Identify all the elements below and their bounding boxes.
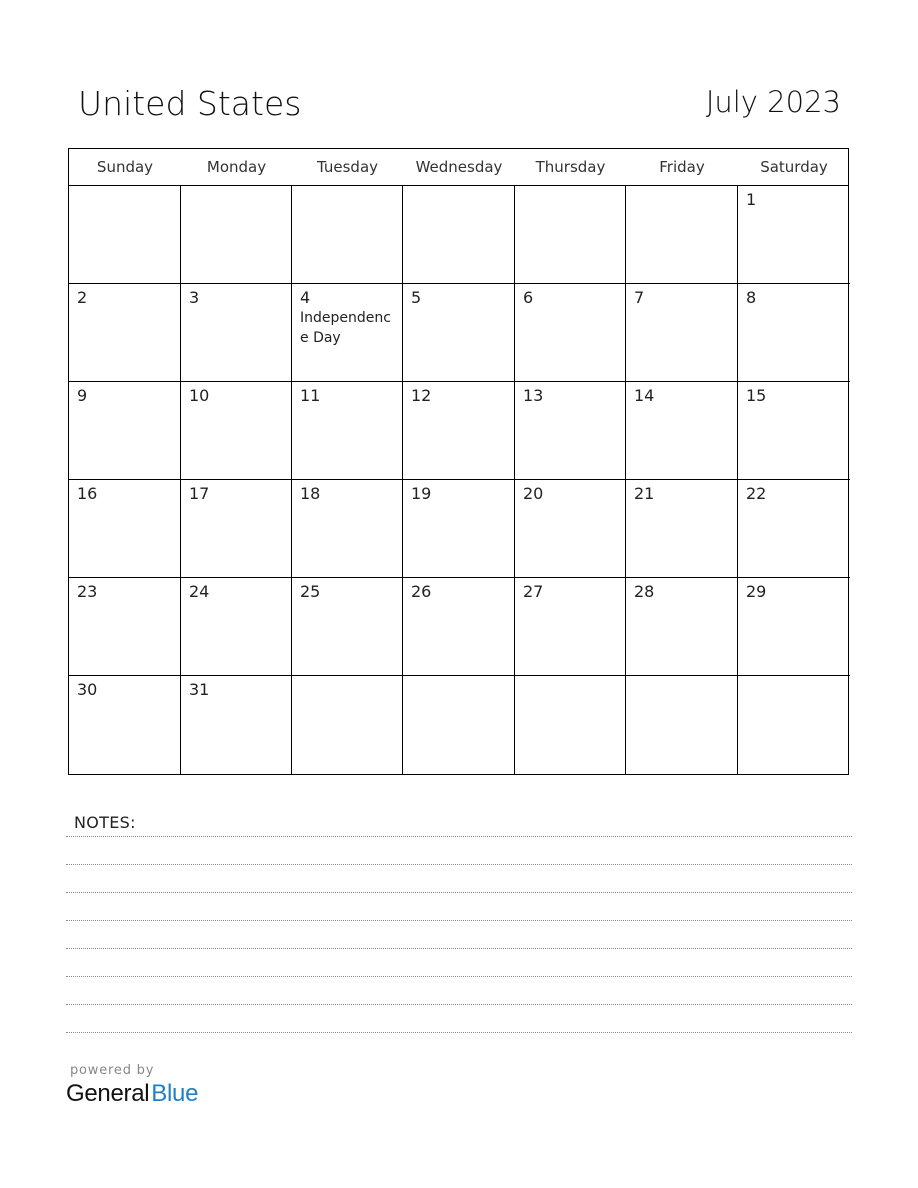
day-cell-28 — [626, 578, 738, 676]
day-number: 23 — [77, 582, 98, 601]
day-number: 21 — [634, 484, 655, 503]
day-cell-17 — [181, 480, 292, 578]
brand-logo — [66, 1080, 198, 1108]
day-number: 8 — [746, 288, 757, 307]
notes-line — [66, 1032, 852, 1033]
day-cell-21 — [626, 480, 738, 578]
notes-line — [66, 836, 852, 837]
day-number: 17 — [189, 484, 210, 503]
day-number: 29 — [746, 582, 767, 601]
empty-day-cell — [515, 186, 626, 284]
day-number: 28 — [634, 582, 655, 601]
day-cell-5 — [403, 284, 515, 382]
day-cell-13 — [515, 382, 626, 480]
day-cell-15 — [738, 382, 850, 480]
notes-line — [66, 920, 852, 921]
brand-blue: Blue — [151, 1080, 199, 1107]
day-number: 2 — [77, 288, 88, 307]
day-cell-4 — [292, 284, 403, 382]
day-cell-22 — [738, 480, 850, 578]
day-cell-18 — [292, 480, 403, 578]
day-number: 4 — [300, 288, 311, 307]
day-number: 9 — [77, 386, 88, 405]
empty-day-cell — [626, 186, 738, 284]
weekday-wednesday: Wednesday — [415, 158, 503, 176]
day-number: 14 — [634, 386, 655, 405]
weekday-tuesday: Tuesday — [316, 158, 379, 176]
day-cell-16 — [69, 480, 181, 578]
day-cell-31 — [181, 676, 292, 774]
notes-label: NOTES: — [74, 813, 136, 832]
day-number: 25 — [300, 582, 321, 601]
day-cell-12 — [403, 382, 515, 480]
day-number: 26 — [411, 582, 432, 601]
day-number: 5 — [411, 288, 422, 307]
day-number: 27 — [523, 582, 544, 601]
brand-general: General — [66, 1080, 150, 1107]
notes-line — [66, 976, 852, 977]
empty-day-cell — [626, 676, 738, 774]
day-number: 16 — [77, 484, 98, 503]
calendar-body — [69, 186, 848, 774]
day-cell-19 — [403, 480, 515, 578]
day-cell-2 — [69, 284, 181, 382]
day-number: 6 — [523, 288, 534, 307]
notes-line — [66, 948, 852, 949]
day-cell-8 — [738, 284, 850, 382]
day-cell-30 — [69, 676, 181, 774]
empty-day-cell — [403, 676, 515, 774]
powered-by-label: powered by — [70, 1063, 155, 1078]
empty-day-cell — [515, 676, 626, 774]
day-cell-3 — [181, 284, 292, 382]
day-number: 10 — [189, 386, 210, 405]
page-title-country: United States — [78, 84, 302, 123]
day-number: 20 — [523, 484, 544, 503]
empty-day-cell — [181, 186, 292, 284]
notes-line — [66, 864, 852, 865]
day-number: 19 — [411, 484, 432, 503]
day-cell-27 — [515, 578, 626, 676]
weekday-header — [69, 149, 848, 186]
page-title-month: July 2023 — [705, 85, 841, 119]
day-number: 22 — [746, 484, 767, 503]
empty-day-cell — [69, 186, 181, 284]
day-number: 15 — [746, 386, 767, 405]
empty-day-cell — [403, 186, 515, 284]
empty-day-cell — [292, 186, 403, 284]
weekday-saturday: Saturday — [760, 158, 828, 176]
notes-line — [66, 892, 852, 893]
day-cell-29 — [738, 578, 850, 676]
day-number: 1 — [746, 190, 757, 209]
empty-day-cell — [292, 676, 403, 774]
weekday-sunday: Sunday — [96, 158, 154, 176]
day-cell-23 — [69, 578, 181, 676]
empty-day-cell — [738, 676, 850, 774]
day-cell-20 — [515, 480, 626, 578]
weekday-friday: Friday — [659, 158, 705, 176]
day-cell-7 — [626, 284, 738, 382]
day-cell-9 — [69, 382, 181, 480]
holiday-label: Independence Day — [300, 310, 391, 346]
day-cell-6 — [515, 284, 626, 382]
day-cell-25 — [292, 578, 403, 676]
weekday-thursday: Thursday — [535, 158, 606, 176]
day-number: 7 — [634, 288, 645, 307]
day-number: 18 — [300, 484, 321, 503]
day-number: 13 — [523, 386, 544, 405]
day-number: 24 — [189, 582, 210, 601]
day-number: 12 — [411, 386, 432, 405]
day-cell-1 — [738, 186, 850, 284]
day-cell-14 — [626, 382, 738, 480]
day-cell-24 — [181, 578, 292, 676]
day-cell-10 — [181, 382, 292, 480]
day-cell-26 — [403, 578, 515, 676]
day-number: 30 — [77, 680, 98, 699]
calendar-grid — [68, 148, 849, 775]
day-number: 31 — [189, 680, 210, 699]
day-number: 3 — [189, 288, 200, 307]
notes-line — [66, 1004, 852, 1005]
day-cell-11 — [292, 382, 403, 480]
day-number: 11 — [300, 386, 321, 405]
weekday-monday: Monday — [206, 158, 267, 176]
